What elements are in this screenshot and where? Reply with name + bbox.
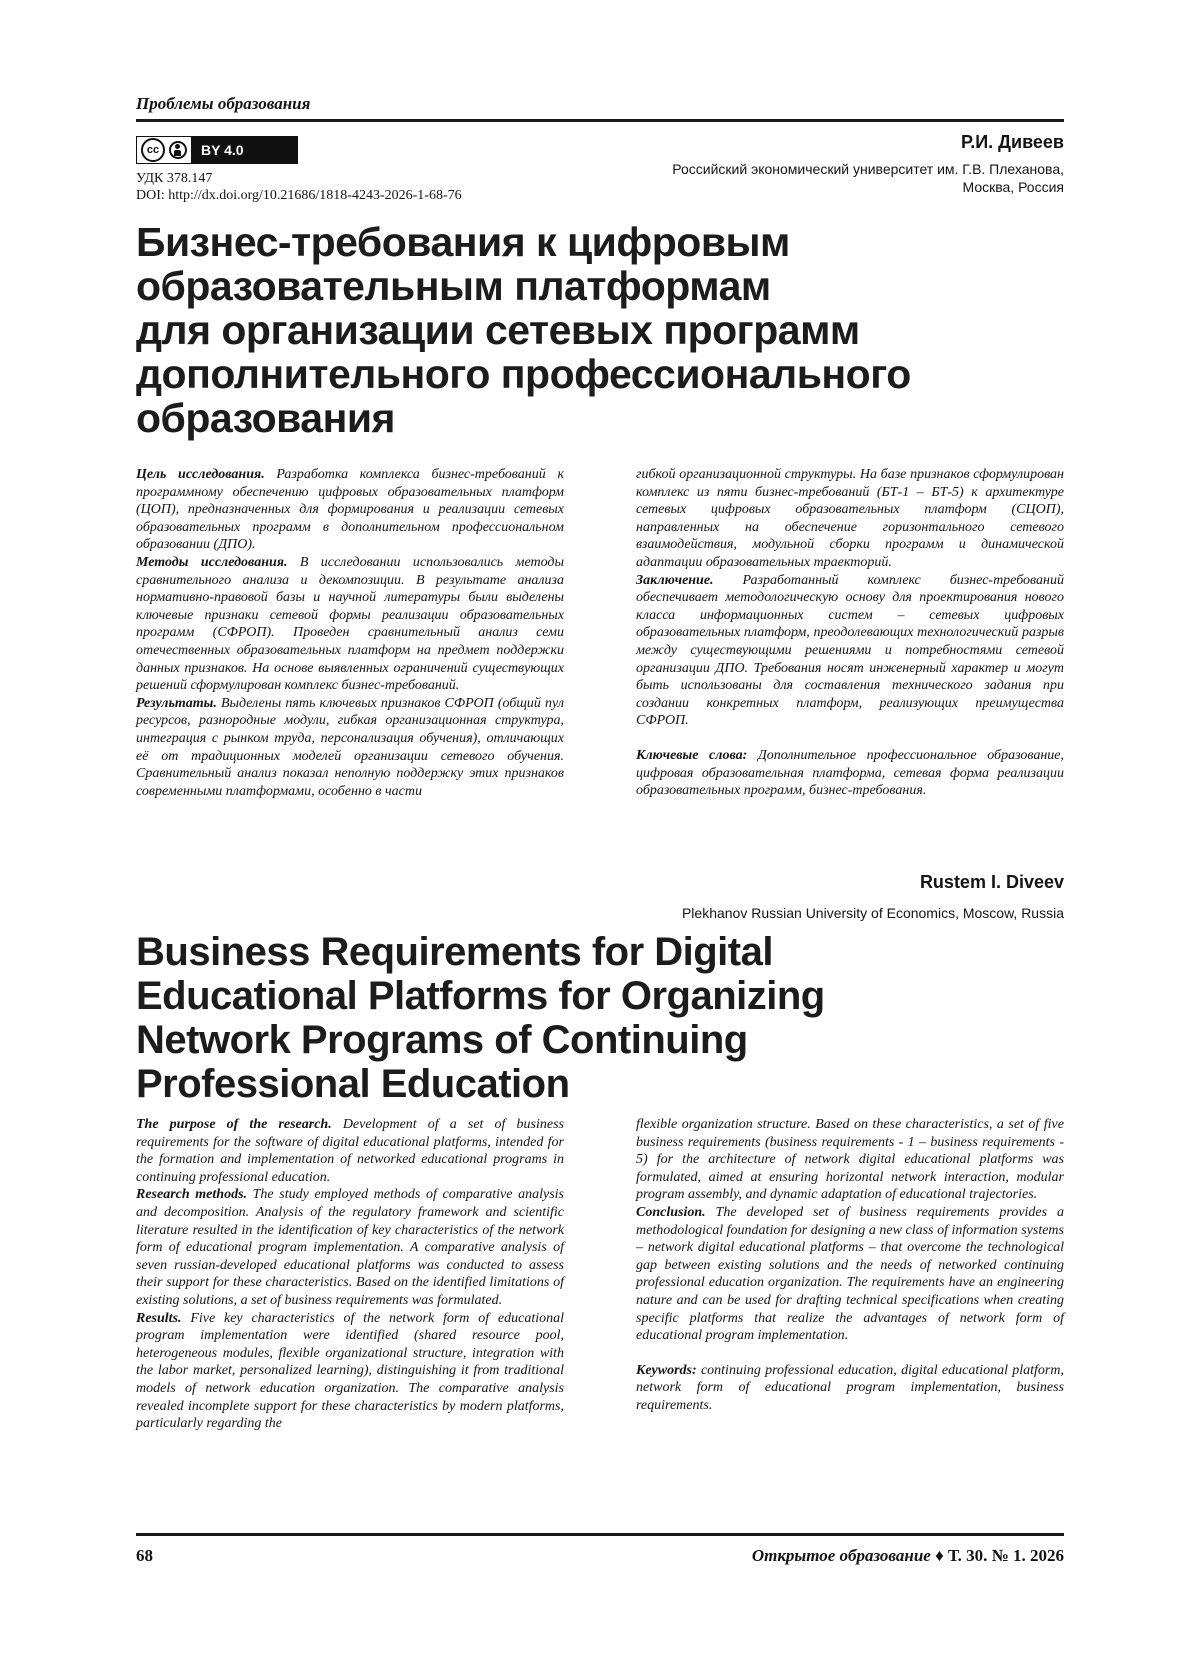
abstract-en-right-column [636,1116,1064,1415]
header-rule [136,119,1064,122]
section-rubric: Проблемы образования [136,94,311,113]
results-text: Выделены пять ключевых признаков СФРОП (общий пул ресурсов, разнородные модули, гибкая организационная структура, интеграция с рынком труда, персонализация обучения), отличающих её от традиционных моделей организации сетевого обучения. Сравнительный анализ показал неполную поддержку этих признаков современными платформами, особенно в части [136,695,564,799]
spacer [636,730,1064,747]
results-continued: гибкой организационной структуры. На базе признаков сформулирован комплекс из пяти бизнес-требований (БТ-1 – БТ-5) к архитектуре сетевых цифровых образовательных платформ (СЦОП), направленных на обеспечение горизонтального сетевого взаимодействия, модульной сборки программ и динамической адаптации образовательных траекторий. [636,467,1064,570]
by-attribution-icon [169,141,187,159]
affiliation-en: Plekhanov Russian University of Economics, Moscow, Russia [681,905,1064,921]
abstract-methods [136,554,564,695]
cc-license-badge[interactable] [136,136,298,164]
abstract-ru-right-column [636,466,1064,800]
methods-label: Research methods. [136,1187,248,1203]
cc-icon: cc [141,138,165,162]
methods-label: Методы исследования. [136,554,288,570]
license-label: BY 4.0 [191,137,297,163]
keywords-text: Дополнительное профессиональное образование, цифровая образовательная платформа, сетевая форма реализации образовательных программ, бизнес-требования. [636,747,1064,799]
keywords-label: Ключевые слова: [636,747,748,763]
results-label: Результаты. [136,695,217,711]
title-line: образовательным платформам [136,263,771,309]
abstract-results [136,1310,564,1433]
journal-citation [752,1546,1064,1566]
journal-name: Открытое образование [751,1546,931,1565]
title-line: дополнительного профессионального [136,351,911,397]
abstract-ru-left-column [136,466,564,800]
affiliation-ru [672,160,1064,196]
footer-rule [136,1533,1064,1536]
title-line: Professional Education [136,1062,570,1106]
keywords-label: Keywords: [636,1362,697,1378]
volume-issue: Т. 30. № 1. 2026 [948,1546,1064,1565]
keywords-text: continuing professional education, digital educational platform, network form of educational program implementation, business requirements. [636,1362,1064,1413]
results-continued: flexible organization structure. Based on these characteristics, a set of five business requirements (business requirements - 1 – business requirements - 5) for the architecture of network digital educational platforms was formulated, aimed at ensuring horizontal network interaction, modular program assembly, and dynamic adaptation of educational trajectories. [636,1117,1064,1203]
keywords [636,747,1064,800]
udc-code: УДК 378.147 [136,171,213,186]
title-line: для организации сетевых программ [136,307,860,353]
article-title-ru [136,220,1064,440]
diamond-separator-icon: ♦ [935,1546,944,1565]
purpose-label: The purpose of the research. [136,1117,332,1132]
title-line: Business Requirements for Digital [136,930,773,974]
page-number: 68 [136,1546,153,1565]
abstract-methods [136,1186,564,1309]
doi-link[interactable]: DOI: http://dx.doi.org/10.21686/1818-4243-2026-1-68-76 [136,188,462,203]
title-line: Educational Platforms for Organizing [136,974,825,1018]
article-page [136,0,1064,1674]
title-line: Бизнес-требования к цифровым [136,219,790,265]
conclusion-text: Разработанный комплекс бизнес-требований обеспечивает методологическую основу для проектирования нового класса информационных систем – сетевых цифровых образовательных платформ, преодолевающих технологический разрыв между существующими решениями и потребностями сетевой организации ДПО. Требования носят инженерный характер и могут быть использованы для составления технического задания при создании конкретных платформ, реализующих преимущества СФРОП. [636,572,1064,729]
results-label: Results. [136,1310,182,1326]
results-text: Five key characteristics of the network form of educational program implementation were identified (shared resource pool, heterogeneous modules, flexible organizational structure, integration with the labor market, personalized learning), distinguishing it from traditional models of network education organization. The comparative analysis revealed incomplete support for these characteristics by modern platforms, particularly regarding the [136,1310,564,1432]
abstract-purpose [136,466,564,554]
abstract-conclusion [636,1204,1064,1345]
abstract-en-left-column [136,1116,564,1433]
author-name-ru: Р.И. Дивеев [960,132,1064,152]
methods-text: В исследовании использовались методы сравнительного анализа и декомпозиции. В результате анализа нормативно-правовой базы и научной литературы были выделены ключевые признаки сетевой формы реализации образовательных программ (СФРОП). Проведен сравнительный анализ семи отечественных образовательных платформ на предмет поддержки данных признаков. На основе выявленных ограничений существующих решений сформулирован комплекс бизнес-требований. [136,554,564,694]
conclusion-label: Conclusion. [636,1204,706,1220]
keywords [636,1362,1064,1415]
affiliation-ru-line: Москва, Россия [962,179,1064,195]
purpose-text: Development of a set of business requirements for the software of digital educational platforms, intended for the formation and implementation of networked educational programs in continuing professional education. [136,1117,565,1185]
spacer [636,1345,1064,1362]
title-line: Network Programs of Continuing [136,1018,748,1062]
methods-text: The study employed methods of comparative analysis and decomposition. Analysis of the regulatory framework and scientific literature resulted in the identification of key characteristics of the network form of educational program implementation. A comparative analysis of seven russian-developed educational platforms was conducted to assess their support for these characteristics. Based on the identified limitations of existing solutions, a set of business requirements was formulated. [136,1187,564,1308]
article-title-en [136,930,1064,1106]
author-name-en: Rustem I. Diveev [919,872,1064,892]
abstract-results [136,695,564,801]
abstract-conclusion [636,572,1064,730]
purpose-text: Разработка комплекса бизнес-требований к программному обеспечению цифровых образовательных платформ (ЦОП), предназначенных для формирования и реализации сетевых образовательных программ в дополнительном профессиональном образовании (ДПО). [136,467,564,553]
abstract-purpose [136,1116,564,1186]
conclusion-label: Заключение. [636,572,714,588]
purpose-label: Цель исследования. [136,467,265,482]
title-line: образования [136,395,395,441]
conclusion-text: The developed set of business requirements provides a methodological foundation for designing a new class of information systems – network digital educational platforms – that overcome the technological gap between existing solutions and the needs of networked continuing professional education organization. The requirements have an engineering nature and can be used for drafting technical specifications when creating specific platforms that realize the advantages of network form of educational program implementation. [636,1204,1064,1344]
affiliation-ru-line: Российский экономический университет им. Г.В. Плеханова, [672,161,1064,177]
